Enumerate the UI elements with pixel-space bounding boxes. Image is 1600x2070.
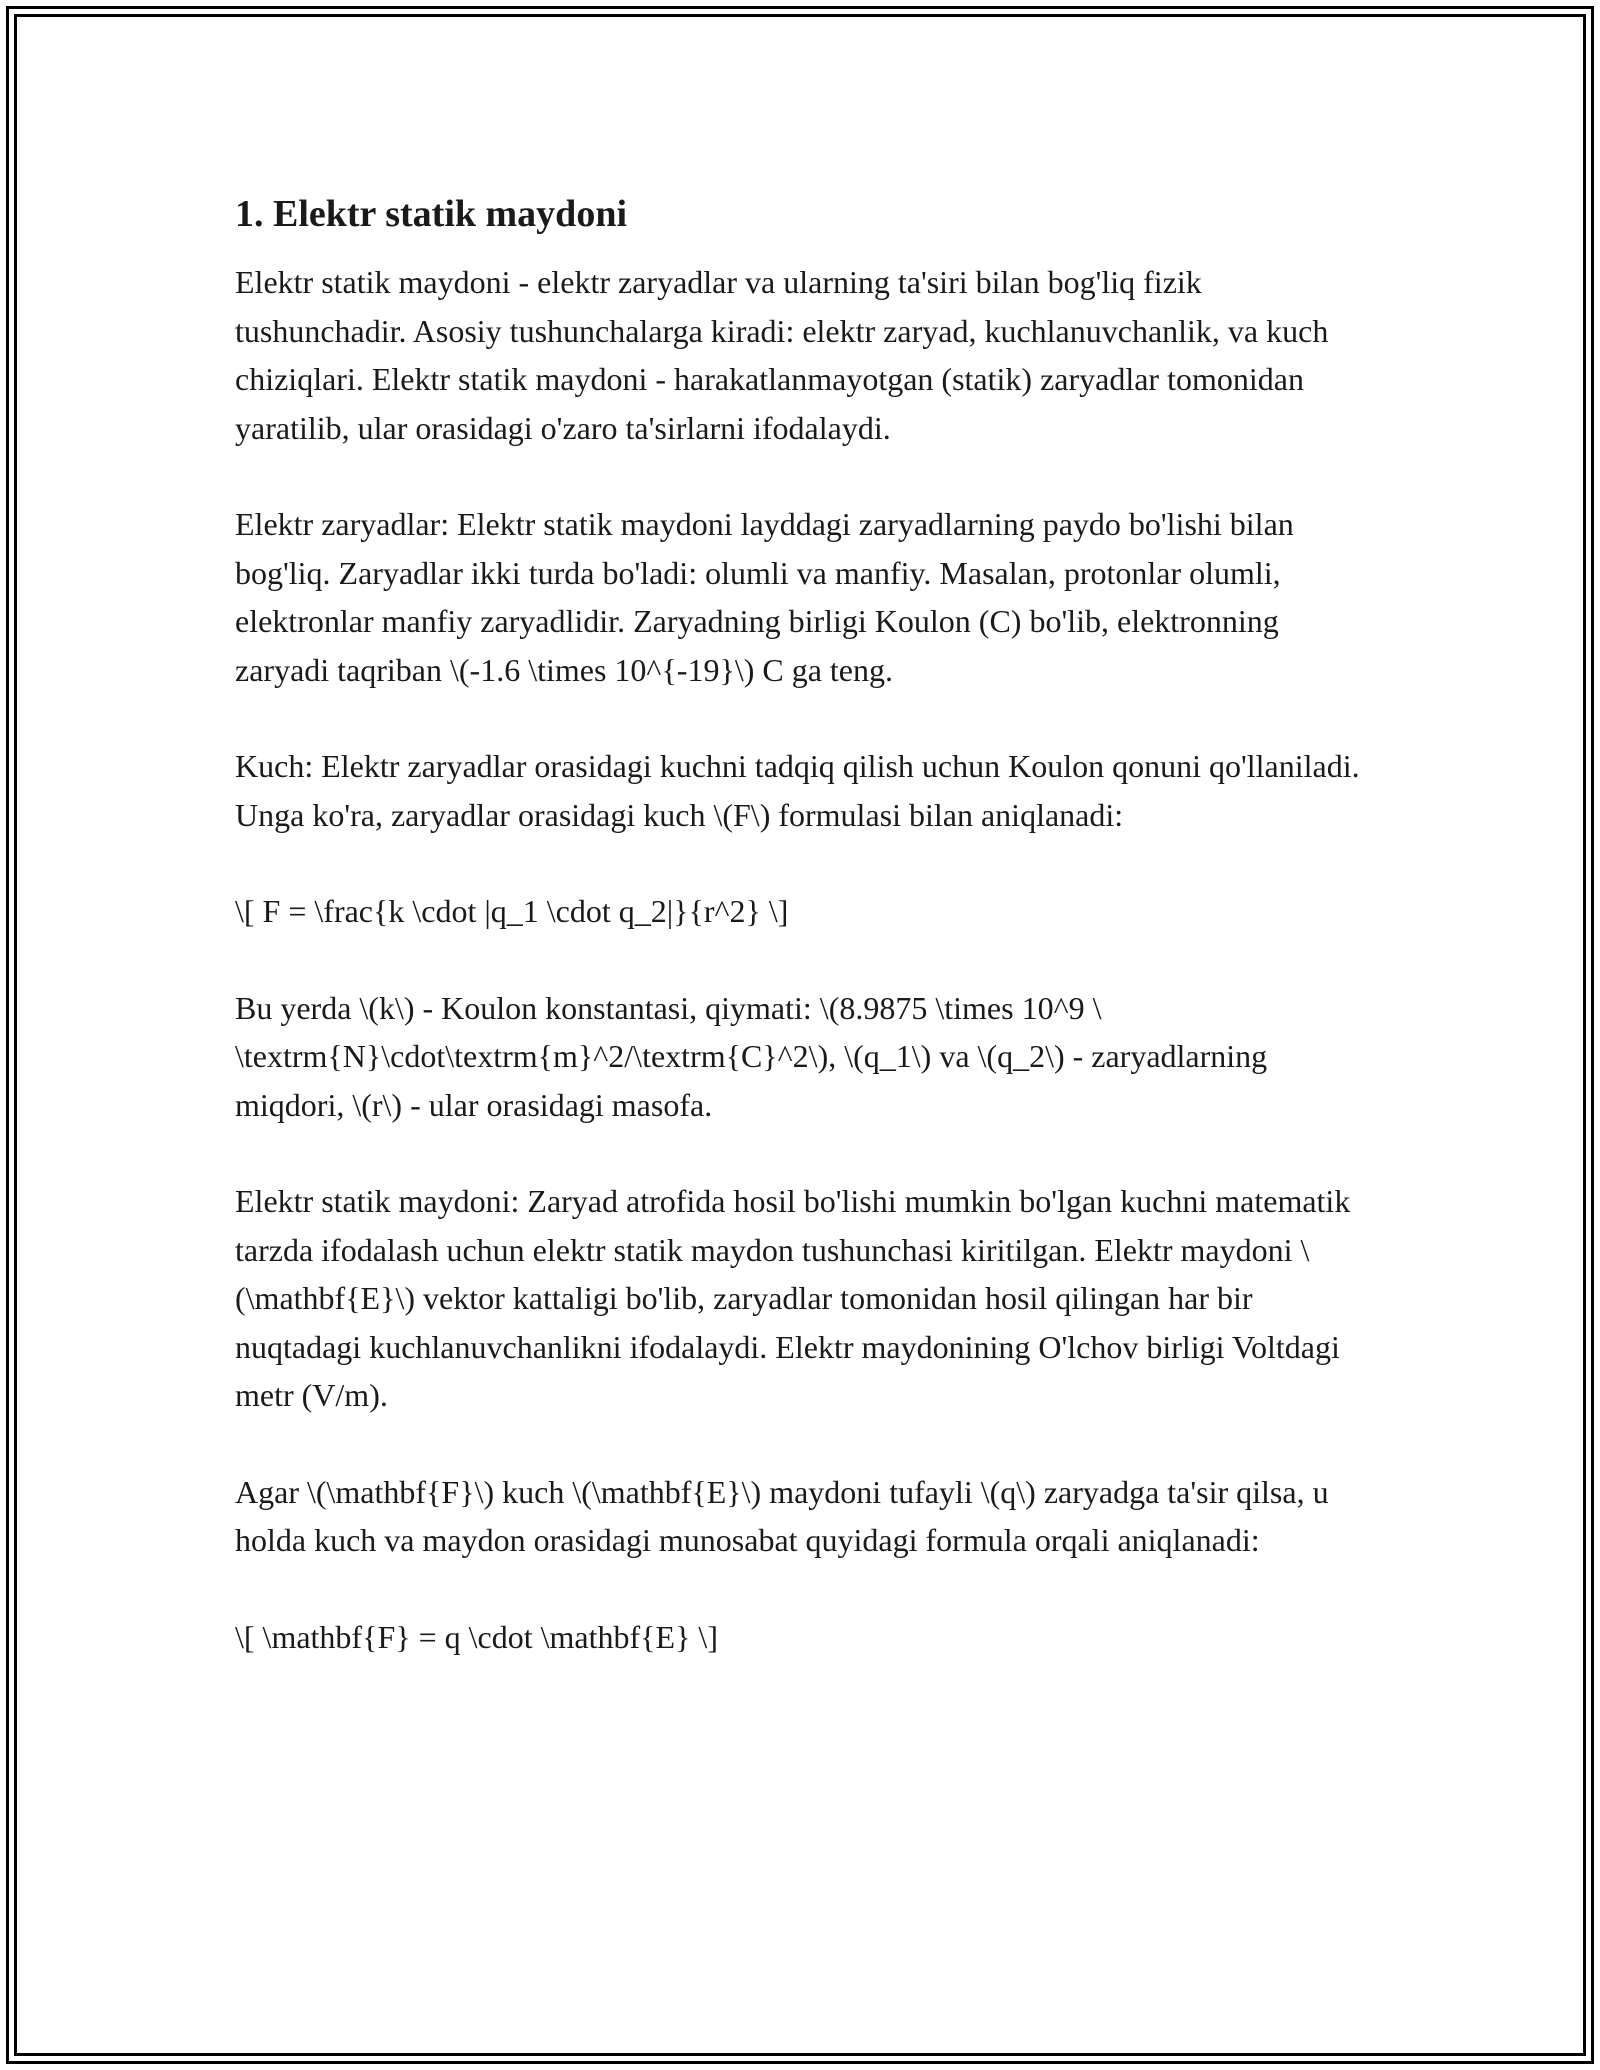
- paragraph-electric-field: Elektr statik maydoni: Zaryad atrofida hosil bo'lishi mumkin bo'lgan kuchni matematik tarzda ifodalash uchun elektr statik maydon tushunchasi kiritilgan. Elektr maydoni \(\mathbf{E}\) vektor kattaligi bo'lib, zaryadlar tomonidan hosil qilingan har bir nuqtadagi kuchlanuvchanlikni ifodalaydi. Elektr maydonining O'lchov birligi Voltdagi metr (V/m).: [235, 1183, 1351, 1413]
- formula-coulomb-law: \[ F = \frac{k \cdot |q_1 \cdot q_2|}{r^2} \]: [235, 893, 789, 929]
- section-title: 1. Elektr statik maydoni: [235, 193, 628, 235]
- paragraph-charges: Elektr zaryadlar: Elektr statik maydoni layddagi zaryadlarning paydo bo'lishi bilan bog'liq. Zaryadlar ikki turda bo'ladi: olumli va manfiy. Masalan, protonlar olumli, elektronlar manfiy zaryadlidir. Zaryadning birligi Koulon (C) bo'lib, elektronning zaryadi taqriban \(-1.6 \times 10^{-19}\) C ga teng.: [235, 506, 1294, 688]
- formula-force-field: \[ \mathbf{F} = q \cdot \mathbf{E} \]: [235, 1618, 718, 1655]
- paragraph-force: Kuch: Elektr zaryadlar orasidagi kuchni tadqiq qilish uchun Koulon qonuni qo'llaniladi. Unga ko'ra, zaryadlar orasidagi kuch \(F\) formulasi bilan aniqlanadi:: [235, 748, 1360, 833]
- paragraph-intro: Elektr statik maydoni - elektr zaryadlar va ularning ta'siri bilan bog'liq fizik tushunchadir. Asosiy tushunchalarga kiradi: elektr zaryad, kuchlanuvchanlik, va kuch chiziqlari. Elektr statik maydoni - harakatlanmayotgan (statik) zaryadlar tomonidan yaratilib, ular orasidagi o'zaro ta'sirlarni ifodalaydi.: [235, 264, 1329, 446]
- paragraph-force-field-relation: Agar \(\mathbf{F}\) kuch \(\mathbf{E}\) maydoni tufayli \(q\) zaryadga ta'sir qilsa, u holda kuch va maydon orasidagi munosabat quyidagi formula orqali aniqlanadi:: [235, 1473, 1329, 1558]
- paragraph-coulomb-constant: Bu yerda \(k\) - Koulon konstantasi, qiymati: \(8.9875 \times 10^9 \ \textrm{N}\cdot\textrm{m}^2/\textrm{C}^2\), \(q_1\) va \(q_2\) - zaryadlarning miqdori, \(r\) - ular orasidagi masofa.: [235, 989, 1268, 1123]
- document-body: [235, 188, 1375, 1709]
